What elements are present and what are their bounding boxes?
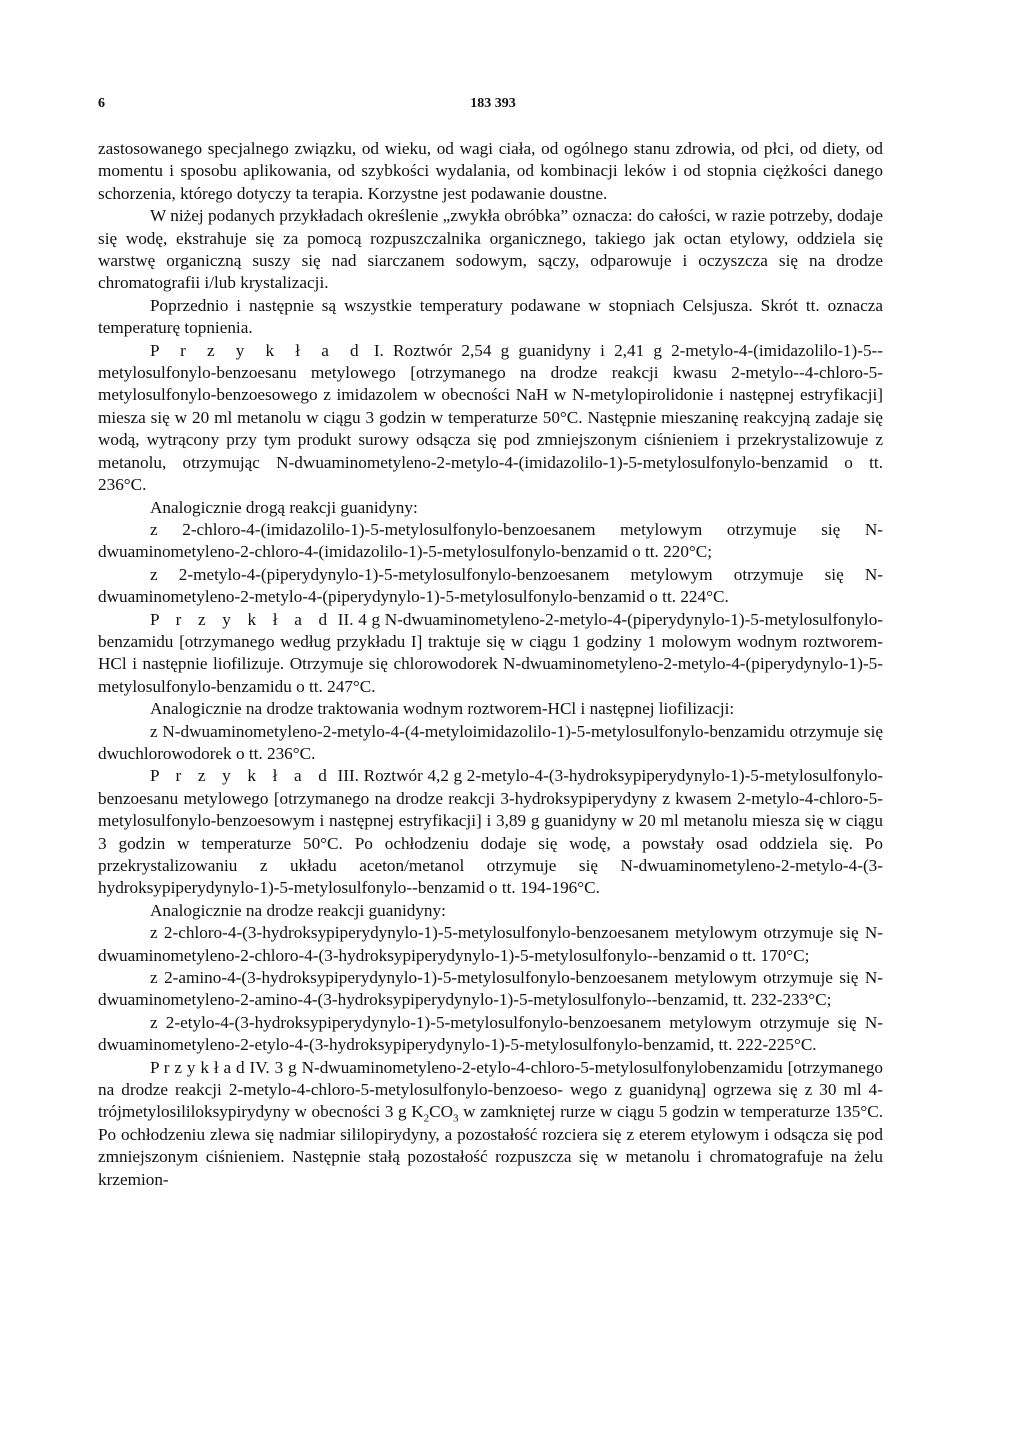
- example-label: P r z y k ł a d: [150, 340, 365, 360]
- paragraph: z 2-chloro-4-(3-hydroksypiperydynylo-1)-5-metylosulfonylo-benzoesanem metylowym otrzymuje się N-dwuaminometyleno-2-chloro-4-(3-hydroksypiperydynylo-1)-5-metylosulfonylo--benzamid o tt. 170°C;: [98, 923, 883, 965]
- paragraph: Poprzednio i następnie są wszystkie temperatury podawane w stopniach Celsjusza. Skrót tt. oznacza temperaturę topnienia.: [98, 295, 883, 338]
- paragraph: Analogicznie drogą reakcji guanidyny:: [150, 497, 418, 517]
- paragraph: z 2-chloro-4-(imidazolilo-1)-5-metylosulfonylo-benzoesanem metylowym otrzymuje się N-dwuaminometyleno-2-chloro-4-(imidazolilo-1)-5-metylosulfonylo-benzamid o tt. 220°C;: [98, 519, 883, 562]
- example-1-paragraph: [98, 340, 883, 497]
- document-number: 183 393: [470, 96, 516, 111]
- example-number: III.: [337, 766, 359, 786]
- paragraph-text: w zamkniętej rurze w ciągu 5 godzin w temperaturze 135°C. Po ochłodzeniu zlewa się nadmiar sililopirydyny, a pozostałość rozciera się z eterem etylowym i odsącza się pod zmniejszonym ciśnieniem. Następnie stałą pozostałość rozpuszcza się w metanolu i chromatografuje na żelu krzemion-: [98, 1102, 884, 1189]
- paragraph: z 2-amino-4-(3-hydroksypiperydynylo-1)-5-metylosulfonylo-benzoesanem metylowym otrzymuje się N-dwuaminometyleno-2-amino-4-(3-hydroksypiperydynylo-1)-5-metylosulfonylo--benzamid, tt. 232-233°C;: [98, 968, 883, 1010]
- example-number: IV.: [249, 1057, 270, 1077]
- paragraph: zastosowanego specjalnego związku, od wieku, od wagi ciała, od ogólnego stanu zdrowia, od płci, od diety, od momentu i sposobu aplikowania, od szybkości wydalania, od kombinacji leków i od stopnia ciężkości danego schorzenia, którego dotyczy ta terapia. Korzystne jest podawanie doustne.: [98, 139, 883, 203]
- example-number: II.: [337, 609, 354, 629]
- page-number: 6: [98, 96, 105, 111]
- example-label: P r z y k ł a d: [150, 766, 333, 786]
- paragraph-text: Roztwór 4,2 g 2-metylo-4-(3-hydroksypiperydynylo-1)-5-metylosulfonylo-benzoesanu metylowego [otrzymanego na drodze reakcji 3-hydroksypiperydyny z kwasem 2-metylo-4-chloro-5-metylosulfonylo-benzoesowym i następnej estryfikacji] i 3,89 g guanidyny w 20 ml metanolu miesza się w ciągu 3 godzin w temperaturze 50°C. Po ochłodzeniu dodaje się wodę, a powstały osad oddziela się. Po przekrystalizowaniu z układu aceton/metanol otrzymuje się N-dwuaminometyleno-2-metylo-4-(3-hydroksypiperydynylo-1)-5-metylosulfonylo--benzamid o tt. 194-196°C.: [98, 766, 884, 898]
- paragraph-text: 3 g N-dwuaminometyleno-2-etylo-4-chloro-5-metylosulfonylobenzamidu [otrzymanego na drodze reakcji 2-metylo-4-chloro-5-metylosulfonylo-benzoeso- wego z guanidyną] ogrzewa się z 30 ml 4-trójmetylosililoksypirydyny w obecności 3 g: [98, 1057, 884, 1122]
- example-4-paragraph: [98, 1057, 883, 1191]
- page-header: [98, 96, 888, 116]
- example-2-paragraph: [98, 609, 883, 699]
- paragraph: W niżej podanych przykładach określenie „zwykła obróbka” oznacza: do całości, w razie potrzeby, dodaje się wodę, ekstrahuje się za pomocą rozpuszczalnika organicznego, takiego jak octan etylowy, oddziela się warstwę organiczną suszy się nad siarczanem sodowym, sączy, odparowuje i oczyszcza się na drodze chromatografii i/lub krystalizacji.: [98, 206, 883, 293]
- paragraph: Analogicznie na drodze traktowania wodnym roztworem-HCl i następnej liofilizacji:: [150, 699, 735, 719]
- example-3-paragraph: [98, 765, 883, 899]
- example-label: P r z y k ł a d: [150, 1057, 245, 1077]
- paragraph: z 2-metylo-4-(piperydynylo-1)-5-metylosulfonylo-benzoesanem metylowym otrzymuje się N-dwuaminometyleno-2-metylo-4-(piperydynylo-1)-5-metylosulfonylo-benzamid o tt. 224°C.: [98, 564, 883, 607]
- paragraph-text: 4 g N-dwuaminometyleno-2-metylo-4-(piperydynylo-1)-5-metylosulfonylo-benzamidu [otrzymanego według przykładu I] traktuje się w ciągu 1 godziny 1 molowym wodnym roztworem-HCl i następnie liofilizuje. Otrzymuje się chlorowodorek N-dwuaminometyleno-2-metylo-4-(piperydynylo-1)-5-metylosulfonylo-benzamidu o tt. 247°C.: [98, 609, 884, 696]
- paragraph: Analogicznie na drodze reakcji guanidyny:: [150, 900, 446, 920]
- example-label: P r z y k ł a d: [150, 609, 334, 629]
- paragraph-text: Roztwór 2,54 g guanidyny i 2,41 g 2-metylo-4-(imidazolilo-1)-5--metylosulfonylo-benzoesanu metylowego [otrzymanego na drodze reakcji kwasu 2-metylo--4-chloro-5-metylosulfonylo-benzoesowego z imidazolem w obecności NaH w N-metylopirolidonie i następnej estryfikacji] miesza się w 20 ml metanolu w ciągu 3 godzin w temperaturze 50°C. Następnie mieszaninę reakcyjną zadaje się wodą, wytrącony przy tym produkt surowy odsącza się pod zmniejszonym ciśnieniem i przekrystalizowuje z metanolu, otrzymując N-dwuaminometyleno-2-metylo-4-(imidazolilo-1)-5-metylosulfonylo-benzamid o tt. 236°C.: [98, 340, 883, 495]
- document-body: [98, 138, 883, 1191]
- paragraph: z N-dwuaminometyleno-2-metylo-4-(4-metyloimidazolilo-1)-5-metylosulfonylo-benzamidu otrzymuje się dwuchlorowodorek o tt. 236°C.: [98, 721, 883, 763]
- example-number: I.: [373, 340, 384, 360]
- chemical-formula: $K_2CO_3$: [411, 1102, 459, 1125]
- paragraph: z 2-etylo-4-(3-hydroksypiperydynylo-1)-5-metylosulfonylo-benzoesanem metylowym otrzymuje się N-dwuaminometyleno-2-etylo-4-(3-hydroksypiperydynylo-1)-5-metylosulfonylo-benzamid, tt. 222-225°C.: [98, 1012, 883, 1055]
